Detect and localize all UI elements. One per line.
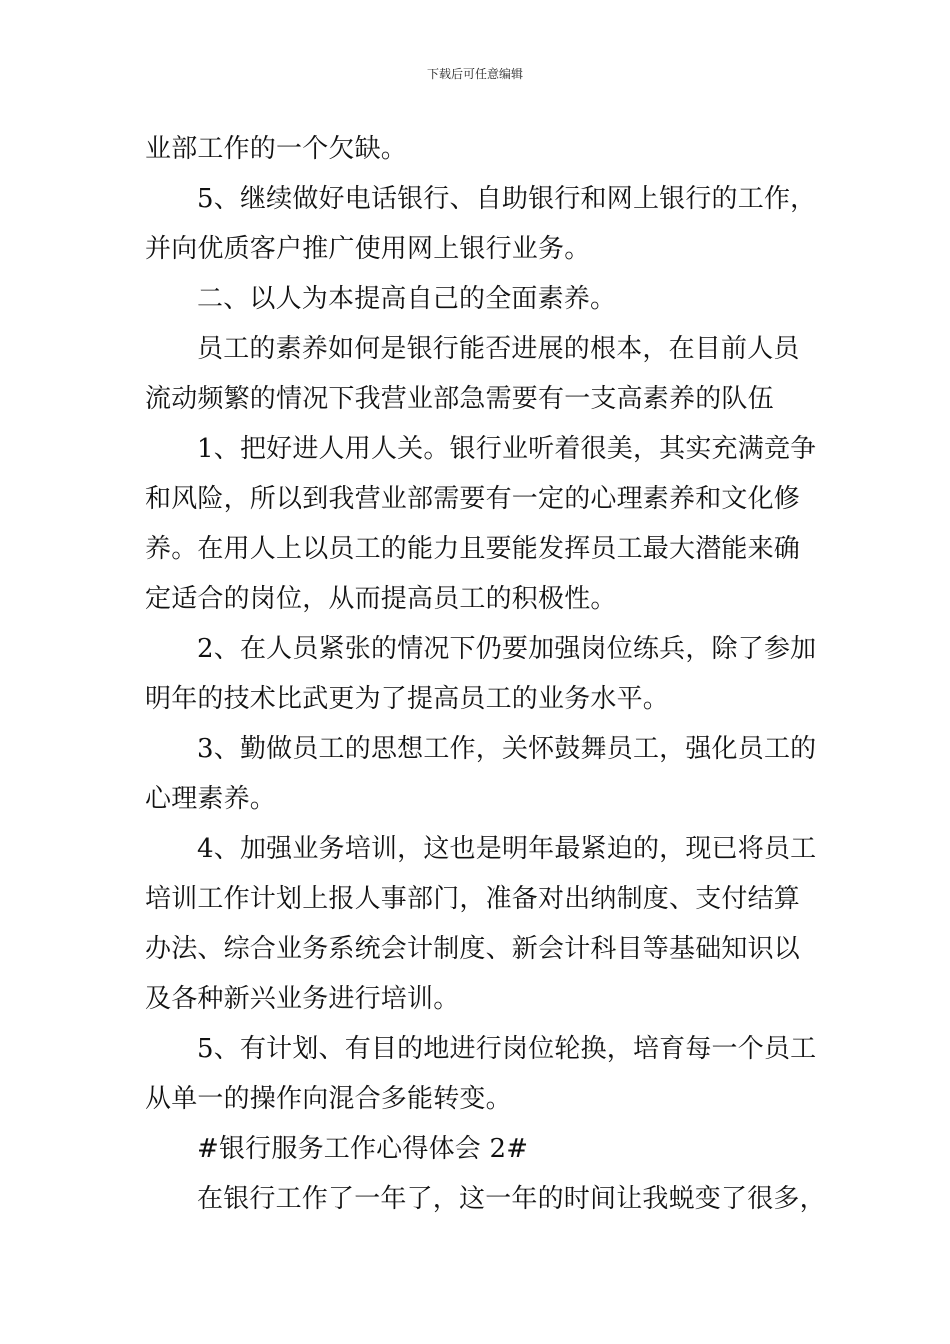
paragraph-line: 从单一的操作向混合多能转变。 <box>145 1084 512 1114</box>
paragraph-line: 1、把好进人用人关。银行业听着很美，其实充满竞争 <box>197 434 817 464</box>
paragraph-line: 业部工作的一个欠缺。 <box>145 134 408 164</box>
paragraph-line: 并向优质客户推广使用网上银行业务。 <box>145 234 591 264</box>
paragraph-line: 5、有计划、有目的地进行岗位轮换，培育每一个员工 <box>197 1034 817 1064</box>
paragraph-line: 流动频繁的情况下我营业部急需要有一支高素养的队伍 <box>145 384 774 414</box>
paragraph-line: 明年的技术比武更为了提高员工的业务水平。 <box>145 684 670 714</box>
paragraph-line: 定适合的岗位，从而提高员工的积极性。 <box>145 584 617 614</box>
section-heading: 二、以人为本提高自己的全面素养。 <box>197 284 617 314</box>
paragraph-line: 心理素养。 <box>145 784 277 814</box>
paragraph-line: 养。在用人上以员工的能力且要能发挥员工最大潜能来确 <box>145 534 801 564</box>
document-body <box>145 124 835 1224</box>
page-header: 下载后可任意编辑 <box>426 67 523 81</box>
paragraph-line: 办法、综合业务系统会计制度、新会计科目等基础知识以 <box>145 934 801 964</box>
paragraph-line: 培训工作计划上报人事部门，准备对出纳制度、支付结算 <box>145 884 801 914</box>
paragraph-line: 和风险，所以到我营业部需要有一定的心理素养和文化修 <box>145 484 801 514</box>
paragraph-line: 员工的素养如何是银行能否进展的根本，在目前人员 <box>197 334 800 364</box>
paragraph-line: 3、勤做员工的思想工作，关怀鼓舞员工，强化员工的 <box>197 734 817 764</box>
paragraph-line: 在银行工作了一年了，这一年的时间让我蜕变了很多， <box>197 1184 826 1214</box>
section-title: #银行服务工作心得体会 2# <box>197 1134 529 1164</box>
paragraph-line: 2、在人员紧张的情况下仍要加强岗位练兵，除了参加 <box>197 634 817 664</box>
paragraph-line: 5、继续做好电话银行、自助银行和网上银行的工作， <box>197 184 817 214</box>
paragraph-line: 4、加强业务培训，这也是明年最紧迫的，现已将员工 <box>197 834 817 864</box>
paragraph-line: 及各种新兴业务进行培训。 <box>145 984 460 1014</box>
